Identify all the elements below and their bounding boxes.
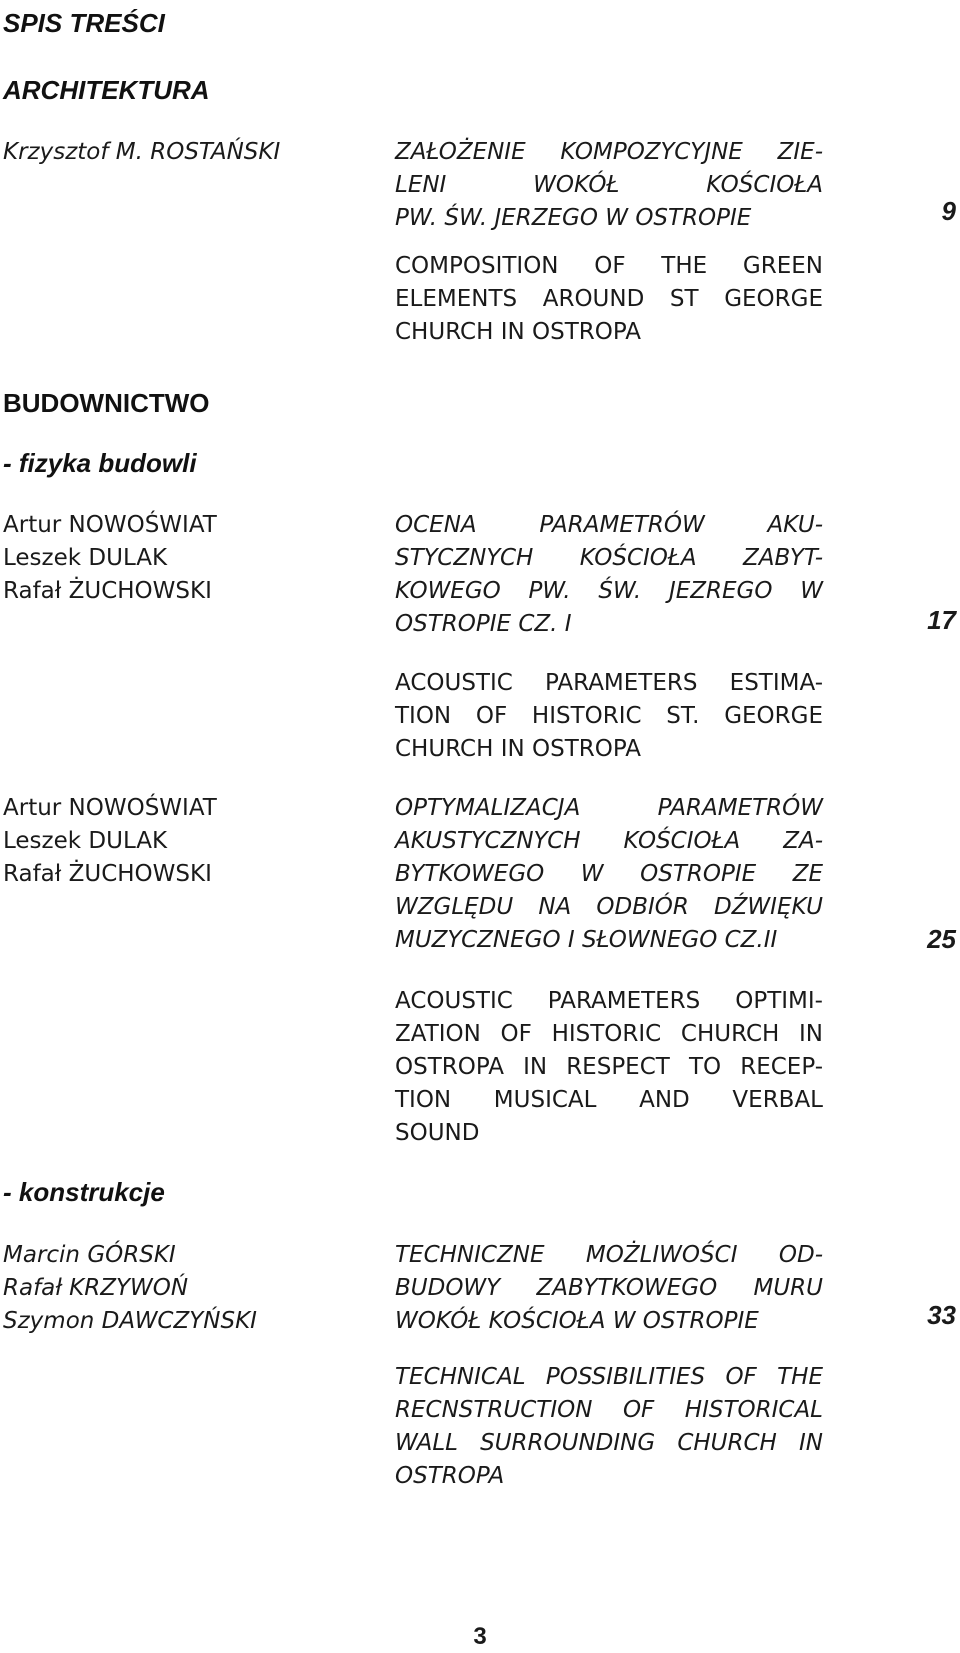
title-line: OPTYMALIZACJA PARAMETRÓW: [395, 795, 823, 821]
author-name: Leszek DULAK: [3, 545, 168, 571]
title-line: CHURCH IN OSTROPA: [395, 319, 641, 345]
title-line: RECNSTRUCTION OF HISTORICAL: [395, 1397, 823, 1423]
title-line: TECHNICZNE MOŻLIWOŚCI OD-: [395, 1242, 823, 1268]
entry-4-title-en: [395, 1361, 823, 1493]
entry-2-page: 17: [927, 605, 956, 635]
title-line: ZAŁOŻENIE KOMPOZYCYJNE ZIE-: [395, 139, 823, 165]
title-line: BYTKOWEGO W OSTROPIE ZE: [395, 861, 823, 887]
entry-2-title-pl: [395, 509, 823, 641]
title-line: OSTROPA IN RESPECT TO RECEP-: [395, 1054, 823, 1080]
entry-3-authors: [3, 792, 217, 891]
title-line: AKUSTYCZNYCH KOŚCIOŁA ZA-: [395, 828, 823, 854]
title-line: SOUND: [395, 1120, 480, 1146]
entry-3-title-en: [395, 985, 823, 1150]
author-name: Marcin GÓRSKI: [3, 1242, 176, 1268]
entry-3-page: 25: [927, 924, 956, 954]
title-line: LENI WOKÓŁ KOŚCIOŁA: [395, 172, 823, 198]
title-line: OCENA PARAMETRÓW AKU-: [395, 512, 823, 538]
entry-1-authors: [3, 136, 280, 169]
title-line: ACOUSTIC PARAMETERS ESTIMA-: [395, 670, 823, 696]
entry-4-page: 33: [927, 1300, 956, 1330]
title-line: WALL SURROUNDING CHURCH IN: [395, 1430, 823, 1456]
title-line: TION OF HISTORIC ST. GEORGE: [395, 703, 823, 729]
title-line: MUZYCZNEGO I SŁOWNEGO CZ.II: [395, 927, 778, 953]
toc-heading: SPIS TREŚCI: [3, 8, 165, 38]
entry-3-title-pl: [395, 792, 823, 957]
entry-1-title-pl: [395, 136, 823, 235]
entry-1-page: 9: [941, 196, 956, 226]
author-name: Artur NOWOŚWIAT: [3, 795, 217, 821]
page-number: 3: [473, 1623, 487, 1650]
entry-2-authors: [3, 509, 217, 608]
subsection-construction-heading: - konstrukcje: [3, 1177, 165, 1207]
section-architecture-heading: ARCHITEKTURA: [3, 75, 210, 105]
author-name: Artur NOWOŚWIAT: [3, 512, 217, 538]
title-line: CHURCH IN OSTROPA: [395, 736, 641, 762]
title-line: TION MUSICAL AND VERBAL: [395, 1087, 823, 1113]
title-line: ZATION OF HISTORIC CHURCH IN: [395, 1021, 823, 1047]
subsection-physics-heading: - fizyka budowli: [3, 448, 197, 478]
author-name: Szymon DAWCZYŃSKI: [3, 1308, 257, 1334]
author-name: Krzysztof M. ROSTAŃSKI: [3, 139, 281, 165]
title-line: WOKÓŁ KOŚCIOŁA W OSTROPIE: [395, 1308, 759, 1334]
section-building-heading: BUDOWNICTWO: [3, 388, 210, 418]
title-line: STYCZNYCH KOŚCIOŁA ZABYT-: [395, 545, 823, 571]
entry-1-title-en: [395, 250, 823, 349]
title-line: ACOUSTIC PARAMETERS OPTIMI-: [395, 988, 823, 1014]
title-line: OSTROPIE CZ. I: [395, 611, 572, 637]
title-line: WZGLĘDU NA ODBIÓR DŹWIĘKU: [395, 894, 823, 920]
entry-4-authors: [3, 1239, 257, 1338]
author-name: Leszek DULAK: [3, 828, 168, 854]
title-line: COMPOSITION OF THE GREEN: [395, 253, 823, 279]
title-line: PW. ŚW. JERZEGO W OSTROPIE: [395, 205, 752, 231]
author-name: Rafał ŻUCHOWSKI: [3, 578, 212, 604]
author-name: Rafał KRZYWOŃ: [3, 1275, 189, 1301]
title-line: BUDOWY ZABYTKOWEGO MURU: [395, 1275, 823, 1301]
title-line: ELEMENTS AROUND ST GEORGE: [395, 286, 823, 312]
entry-4-title-pl: [395, 1239, 823, 1338]
entry-2-title-en: [395, 667, 823, 766]
author-name: Rafał ŻUCHOWSKI: [3, 861, 212, 887]
title-line: OSTROPA: [395, 1463, 505, 1489]
title-line: TECHNICAL POSSIBILITIES OF THE: [395, 1364, 823, 1390]
title-line: KOWEGO PW. ŚW. JEZREGO W: [395, 578, 823, 604]
